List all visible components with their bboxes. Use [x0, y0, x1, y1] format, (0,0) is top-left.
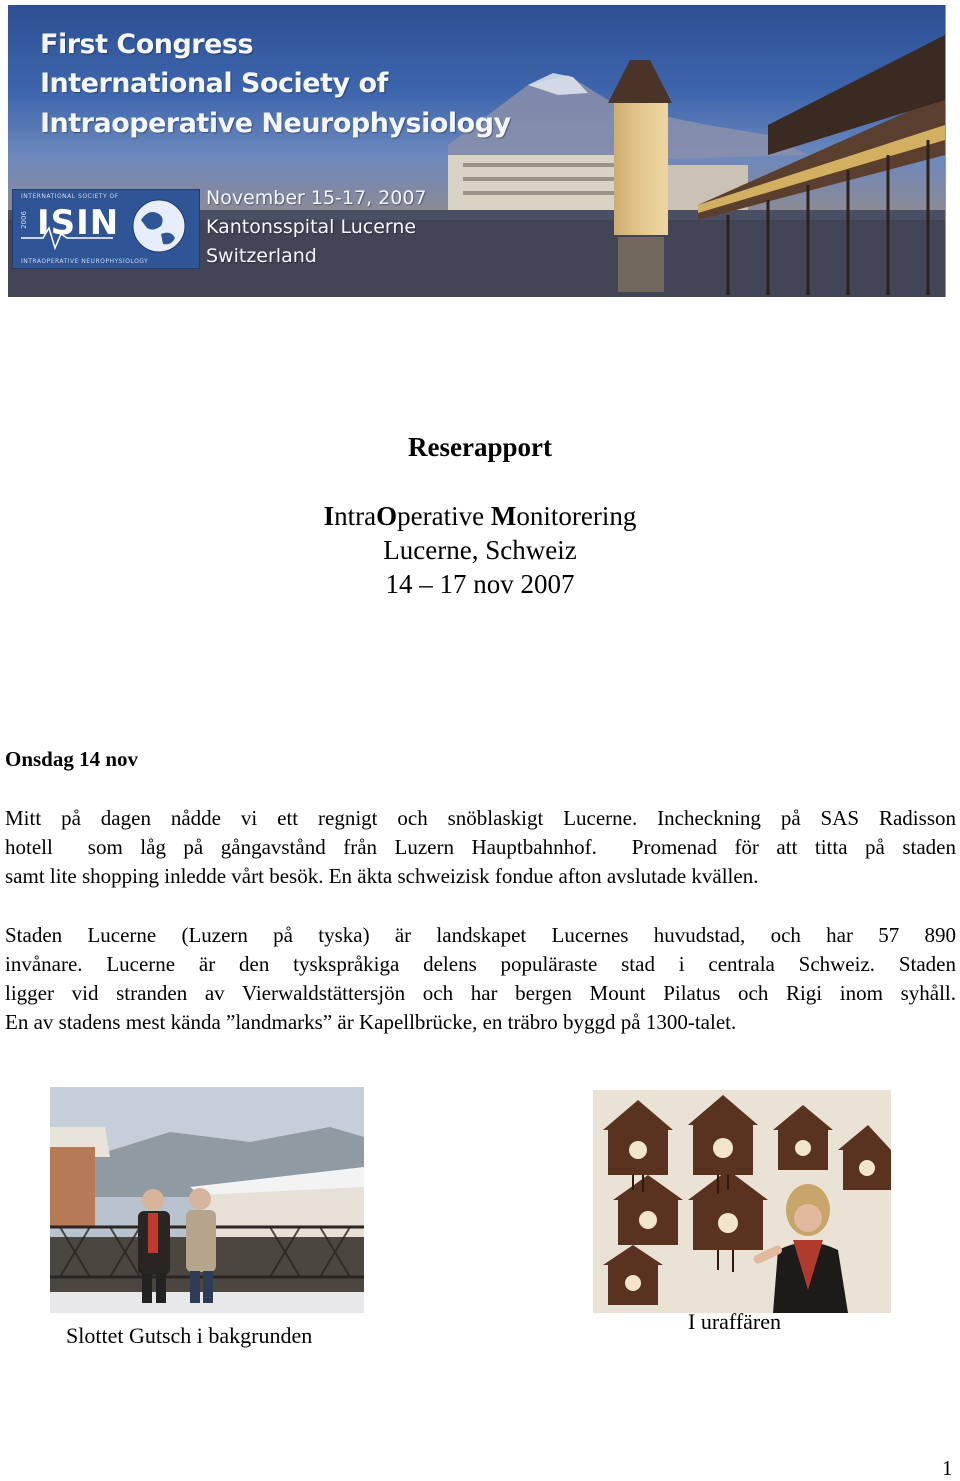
subtitle-cap-m: M — [490, 501, 517, 531]
paragraph-line: hotell som låg på gångavstånd från Luzern Hauptbahnhof. Promenad för att titta på staden — [5, 835, 956, 859]
subtitle-cap-o: O — [376, 501, 398, 531]
paragraph-arrival — [5, 804, 956, 891]
logo-top-text: INTERNATIONAL SOCIETY OF — [21, 193, 119, 200]
subtitle-rest-3: onitorering — [516, 501, 637, 531]
logo-bottom-text: INTRAOPERATIVE NEUROPHYSIOLOGY — [21, 258, 149, 265]
logo-acronym: ISIN — [37, 203, 120, 243]
document-subtitle — [0, 501, 960, 532]
winter-street-photo-illustration — [50, 1087, 364, 1313]
photo-caption-right: I uraffären — [688, 1309, 782, 1334]
day-heading: Onsdag 14 nov — [5, 747, 139, 771]
paragraph-line: Staden Lucerne (Luzern på tyska) är landskapet Lucernes huvudstad, och har 57 890 — [5, 923, 956, 947]
banner-title-line2: International Society of — [40, 68, 388, 99]
photo-gutsch-castle — [50, 1087, 364, 1313]
page-number: 1 — [942, 1456, 953, 1480]
subtitle-cap-i: I — [323, 501, 335, 531]
subtitle-rest-2: perative — [397, 501, 491, 531]
document-dates: 14 – 17 nov 2007 — [385, 569, 575, 599]
subtitle-rest-1: ntra — [334, 501, 377, 531]
logo-year: 2006 — [19, 211, 28, 229]
paragraph-line: ligger vid stranden av Vierwaldstättersjön och har bergen Mount Pilatus och Rigi inom syhåll. — [5, 981, 956, 1005]
conference-banner — [8, 5, 946, 297]
paragraph-line: invånare. Lucerne är den tyskspråkiga delens populäraste stad i centrala Schweiz. Staden — [5, 952, 956, 976]
banner-location: Switzerland — [206, 245, 317, 267]
banner-title-line3: Intraoperative Neurophysiology — [40, 108, 511, 139]
document-location: Lucerne, Schweiz — [383, 535, 577, 565]
photo-caption-left: Slottet Gutsch i bakgrunden — [66, 1323, 313, 1348]
banner-venue: Kantonsspital Lucerne — [206, 216, 417, 238]
paragraph-line: samt lite shopping inledde vårt besök. En äkta schweizisk fondue afton avslutade kvällen. — [5, 864, 759, 888]
photo-clock-shop — [593, 1090, 891, 1313]
banner-date: November 15-17, 2007 — [206, 187, 427, 209]
isin-logo — [12, 189, 200, 269]
document-title: Reserapport — [408, 432, 552, 462]
paragraph-about-lucerne — [5, 921, 956, 1037]
paragraph-line: En av stadens mest kända ”landmarks” är Kapellbrücke, en träbro byggd på 1300-talet. — [5, 1010, 737, 1034]
cuckoo-clock-shop-illustration — [593, 1090, 891, 1313]
banner-title-line1: First Congress — [40, 29, 254, 60]
paragraph-line: Mitt på dagen nådde vi ett regnigt och snöblaskigt Lucerne. Incheckning på SAS Radisson — [5, 806, 956, 830]
